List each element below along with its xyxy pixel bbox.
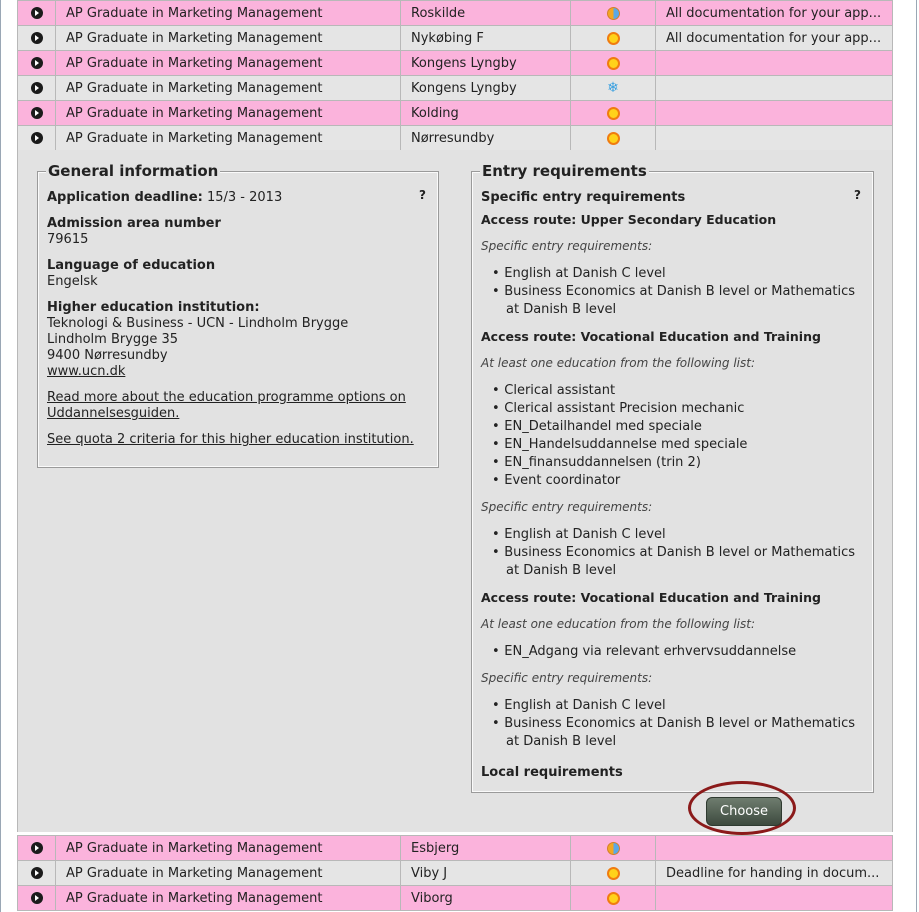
- sun-icon: [607, 107, 620, 120]
- requirement-text-continued: at Danish B level: [506, 734, 617, 749]
- list-item: • Clerical assistant Precision mechanic: [492, 401, 745, 416]
- note: Deadline for handing in docum...: [656, 861, 893, 886]
- note: [656, 126, 893, 151]
- table-row[interactable]: [18, 101, 893, 126]
- access-route-upper-secondary: Access route: Upper Secondary Education: [481, 212, 777, 227]
- programme-table-bottom: [17, 835, 893, 911]
- list-item: • Event coordinator: [492, 473, 621, 488]
- at-least-one-label: At least one education from the following list:: [481, 356, 756, 370]
- list-item: • EN_Handelsuddannelse med speciale: [492, 437, 748, 452]
- education-text: EN_finansuddannelsen (trin 2): [504, 455, 701, 470]
- specific-heading: Specific entry requirements: [481, 190, 686, 205]
- programme-name[interactable]: AP Graduate in Marketing Management: [56, 126, 401, 151]
- entry-requirements-title: Entry requirements: [482, 162, 647, 180]
- table-row[interactable]: [18, 886, 893, 911]
- area-value: 79615: [47, 232, 89, 247]
- table-row[interactable]: [18, 76, 893, 101]
- institution-street: Lindholm Brygge 35: [47, 332, 179, 347]
- specific-requirements-label: Specific entry requirements:: [481, 239, 653, 253]
- table-row[interactable]: [18, 126, 893, 151]
- education-text: Clerical assistant Precision mechanic: [504, 401, 745, 416]
- education-text: EN_Handelsuddannelse med speciale: [504, 437, 748, 452]
- city: Nykøbing F: [401, 26, 571, 51]
- specific-requirements-label: Specific entry requirements:: [481, 671, 653, 685]
- at-least-one-label: At least one education from the following list:: [481, 617, 756, 631]
- list-item: • EN_Adgang via relevant erhvervsuddannelse: [492, 644, 797, 659]
- programme-name[interactable]: AP Graduate in Marketing Management: [56, 101, 401, 126]
- sun-icon: [607, 867, 620, 880]
- snowflake-icon: ❄: [607, 80, 619, 96]
- city: Viborg: [401, 886, 571, 911]
- sun-icon: [607, 57, 620, 70]
- education-text: Event coordinator: [504, 473, 621, 488]
- list-item: • Business Economics at Danish B level or Mathematics: [492, 284, 856, 299]
- note: All documentation for your app...: [656, 1, 893, 26]
- note: [656, 76, 893, 101]
- programme-detail-panel: [17, 150, 893, 832]
- table-row[interactable]: [18, 26, 893, 51]
- expand-arrow-icon[interactable]: [31, 82, 43, 94]
- expand-arrow-icon[interactable]: [31, 57, 43, 69]
- institution-name: Teknologi & Business - UCN - Lindholm Brygge: [47, 316, 349, 331]
- city: Viby J: [401, 861, 571, 886]
- note: [656, 101, 893, 126]
- area-label: Admission area number: [47, 216, 221, 231]
- sun-icon: [607, 132, 620, 145]
- choose-button[interactable]: Choose: [706, 797, 782, 826]
- education-text: EN_Adgang via relevant erhvervsuddannelse: [504, 644, 797, 659]
- deadline-row: [47, 190, 282, 205]
- sun-icon: [607, 892, 620, 905]
- city: Kongens Lyngby: [401, 76, 571, 101]
- city: Kolding: [401, 101, 571, 126]
- education-text: Clerical assistant: [504, 383, 616, 398]
- programme-name[interactable]: AP Graduate in Marketing Management: [56, 1, 401, 26]
- right-border: [916, 0, 917, 912]
- table-row[interactable]: [18, 861, 893, 886]
- deadline-value: 15/3 - 2013: [206, 190, 283, 205]
- list-item: • English at Danish C level: [492, 527, 666, 542]
- left-border: [0, 0, 1, 912]
- city: Kongens Lyngby: [401, 51, 571, 76]
- list-item: • EN_Detailhandel med speciale: [492, 419, 702, 434]
- quota-2-criteria-link[interactable]: See quota 2 criteria for this higher education institution.: [47, 432, 414, 447]
- programme-name[interactable]: AP Graduate in Marketing Management: [56, 886, 401, 911]
- table-row[interactable]: [18, 1, 893, 26]
- language-value: Engelsk: [47, 274, 98, 289]
- list-item: • Business Economics at Danish B level or Mathematics: [492, 716, 856, 731]
- programme-name[interactable]: AP Graduate in Marketing Management: [56, 836, 401, 861]
- note: [656, 886, 893, 911]
- expand-arrow-icon[interactable]: [31, 32, 43, 44]
- access-route-vocational-2: Access route: Vocational Education and Training: [481, 590, 821, 605]
- language-label: Language of education: [47, 258, 216, 273]
- programme-table-top: [17, 0, 893, 151]
- institution-postcode: 9400 Nørresundby: [47, 348, 168, 363]
- list-item: • English at Danish C level: [492, 266, 666, 281]
- half-sun-snow-icon: [607, 7, 620, 20]
- expand-arrow-icon[interactable]: [31, 867, 43, 879]
- requirement-text: English at Danish C level: [504, 266, 666, 281]
- expand-arrow-icon[interactable]: [31, 107, 43, 119]
- city: Nørresundby: [401, 126, 571, 151]
- access-route-vocational-1: Access route: Vocational Education and Training: [481, 329, 821, 344]
- deadline-label: Application deadline:: [47, 190, 203, 205]
- half-sun-snow-icon: [607, 842, 620, 855]
- table-row[interactable]: [18, 836, 893, 861]
- note: [656, 51, 893, 76]
- institution-website-link[interactable]: www.ucn.dk: [47, 364, 126, 379]
- help-icon[interactable]: ?: [854, 188, 861, 202]
- list-item: • Business Economics at Danish B level or Mathematics: [492, 545, 856, 560]
- collapse-arrow-icon[interactable]: [31, 132, 43, 144]
- requirement-text: English at Danish C level: [504, 527, 666, 542]
- help-icon[interactable]: ?: [419, 188, 426, 202]
- note: All documentation for your app...: [656, 26, 893, 51]
- general-information-box: [37, 162, 439, 468]
- entry-requirements-box: [471, 162, 874, 793]
- list-item: • English at Danish C level: [492, 698, 666, 713]
- requirement-text-continued: at Danish B level: [506, 302, 617, 317]
- requirement-text: English at Danish C level: [504, 698, 666, 713]
- expand-arrow-icon[interactable]: [31, 892, 43, 904]
- education-text: EN_Detailhandel med speciale: [504, 419, 702, 434]
- note: [656, 836, 893, 861]
- list-item: • EN_finansuddannelsen (trin 2): [492, 455, 701, 470]
- programme-name[interactable]: AP Graduate in Marketing Management: [56, 51, 401, 76]
- programme-name[interactable]: AP Graduate in Marketing Management: [56, 76, 401, 101]
- city: Roskilde: [401, 1, 571, 26]
- local-requirements-heading: Local requirements: [481, 765, 623, 780]
- requirement-text: Business Economics at Danish B level or Mathematics: [504, 716, 856, 731]
- programme-name[interactable]: AP Graduate in Marketing Management: [56, 861, 401, 886]
- institution-label: Higher education institution:: [47, 300, 260, 315]
- sun-icon: [607, 32, 620, 45]
- requirement-text-continued: at Danish B level: [506, 563, 617, 578]
- table-row[interactable]: [18, 51, 893, 76]
- expand-arrow-icon[interactable]: [31, 842, 43, 854]
- programme-name[interactable]: AP Graduate in Marketing Management: [56, 26, 401, 51]
- read-more-link-continued[interactable]: Uddannelsesguiden.: [47, 406, 180, 421]
- requirement-text: Business Economics at Danish B level or Mathematics: [504, 284, 856, 299]
- city: Esbjerg: [401, 836, 571, 861]
- requirement-text: Business Economics at Danish B level or Mathematics: [504, 545, 856, 560]
- list-item: • Clerical assistant: [492, 383, 616, 398]
- expand-arrow-icon[interactable]: [31, 7, 43, 19]
- specific-requirements-label: Specific entry requirements:: [481, 500, 653, 514]
- general-information-title: General information: [48, 162, 219, 180]
- read-more-link[interactable]: Read more about the education programme options on: [47, 390, 406, 405]
